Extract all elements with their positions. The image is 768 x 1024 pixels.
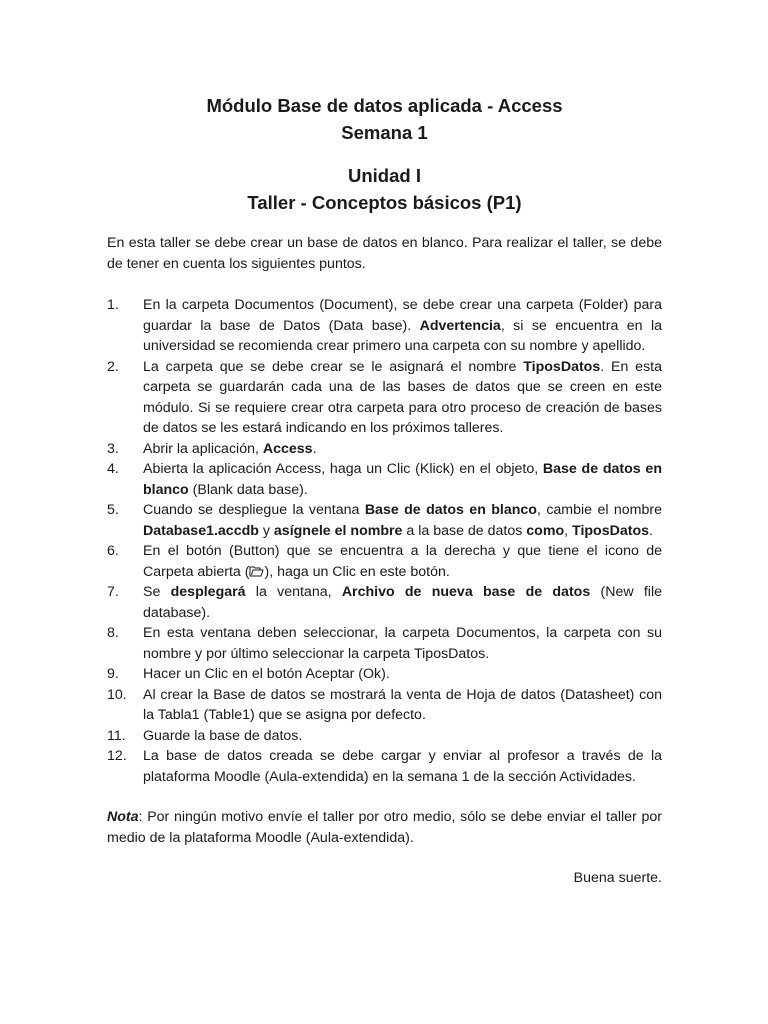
document-title	[107, 0, 662, 146]
list-item	[107, 685, 662, 726]
step-number: 1.	[107, 297, 119, 313]
step-text: Guarde la base de datos.	[143, 727, 303, 744]
step-text: Abrir la aplicación,	[143, 440, 263, 457]
step-text: .	[649, 522, 653, 539]
step-emphasis: Advertencia	[419, 317, 501, 334]
list-item	[107, 726, 662, 747]
note-text: : Por ningún motivo envíe el taller por otro medio, sólo se debe enviar el taller por medio de la plataforma Moodle (Aula-extendida).	[107, 809, 662, 846]
step-number: 2.	[107, 358, 119, 375]
step-number: 12.	[107, 748, 127, 764]
step-number: 11.	[107, 727, 126, 744]
step-text: y	[258, 522, 274, 539]
step-text: , si se encuentra en la universidad se recomienda crear primero una carpeta con su nombre y apellido.	[143, 317, 662, 354]
step-text: La carpeta que se debe crear se le asignará el nombre	[143, 358, 524, 375]
step-text: . En esta carpeta se guardarán cada una de las bases de datos que se creen en este módulo. Si se requiere crear otra carpeta para otro proceso de creación de bases de datos se les estará indicando en los próximos talleres.	[143, 358, 662, 436]
step-emphasis: asígnele el nombre	[273, 522, 403, 539]
list-item	[107, 459, 662, 500]
note-paragraph	[107, 807, 662, 848]
unit-heading: Unidad I	[348, 165, 421, 186]
step-number: 7.	[107, 584, 119, 600]
step-emphasis: TiposDatos	[572, 522, 650, 539]
step-text: (New file database).	[143, 584, 662, 621]
step-text: ), haga un Clic en este botón.	[264, 563, 450, 580]
step-emphasis: como	[526, 522, 565, 539]
step-text: Cuando se despliegue la ventana	[143, 502, 365, 518]
signoff-text: Buena suerte.	[573, 870, 662, 886]
step-text: En la carpeta Documentos (Document), se debe crear una carpeta (Folder) para guardar la base de Datos (Data base).	[143, 297, 662, 334]
step-text: ,	[564, 522, 573, 539]
step-emphasis: Database1.accdb	[143, 522, 259, 539]
list-item	[107, 500, 662, 541]
list-item	[107, 541, 662, 582]
step-text: a la base de datos	[402, 522, 527, 539]
workshop-heading: Taller - Conceptos básicos (P1)	[247, 192, 522, 213]
step-text: (Blank data base).	[188, 481, 308, 498]
unit-title	[107, 146, 662, 216]
step-emphasis: Archivo de nueva base de datos	[341, 584, 591, 600]
list-item	[107, 357, 662, 439]
step-number: 4.	[107, 461, 119, 477]
step-text: Al crear la Base de datos se mostrará la venta de Hoja de datos (Datasheet) con la Tabla1 (Table1) que se asigna por defecto.	[143, 686, 662, 723]
list-item	[107, 746, 662, 787]
step-number: 10.	[107, 686, 127, 703]
step-text: La base de datos creada se debe cargar y enviar al profesor a través de la plataforma Moodle (Aula-extendida) en la semana 1 de la sección Actividades.	[143, 748, 662, 785]
list-item	[107, 664, 662, 685]
step-text: En el botón (Button) que se encuentra a la derecha y que tiene el icono de Carpeta abierta (	[143, 543, 662, 580]
step-emphasis: Access	[262, 440, 313, 457]
step-emphasis: Base de datos en blanco	[364, 502, 537, 518]
steps-list	[107, 295, 662, 787]
step-text: Se	[143, 584, 171, 600]
note-label: Nota	[107, 809, 139, 825]
open-folder-icon	[249, 566, 264, 577]
module-title: Módulo Base de datos aplicada - Access	[206, 95, 563, 116]
step-text: .	[312, 440, 317, 457]
week-title: Semana 1	[341, 122, 428, 143]
list-item	[107, 582, 662, 623]
list-item	[107, 439, 662, 460]
step-text: , cambie el nombre	[536, 502, 662, 518]
step-emphasis: TiposDatos	[523, 358, 601, 375]
step-emphasis: desplegará	[170, 584, 246, 600]
step-text: la ventana,	[245, 584, 342, 600]
step-number: 9.	[107, 666, 119, 682]
list-item	[107, 295, 662, 357]
list-item	[107, 623, 662, 664]
step-text: En esta ventana deben seleccionar, la carpeta Documentos, la carpeta con su nombre y por último seleccionar la carpeta TiposDatos.	[143, 625, 662, 662]
step-emphasis: Base de datos en blanco	[143, 461, 662, 498]
step-number: 5.	[107, 502, 119, 518]
step-text: Abierta la aplicación Access, haga un Clic (Klick) en el objeto,	[143, 461, 543, 477]
step-number: 6.	[107, 543, 119, 559]
step-number: 3.	[107, 440, 119, 457]
step-number: 8.	[107, 625, 119, 641]
intro-paragraph: En esta taller se debe crear un base de datos en blanco. Para realizar el taller, se debe de tener en cuenta los siguientes puntos.	[107, 235, 662, 272]
step-text: Hacer un Clic en el botón Aceptar (Ok).	[143, 666, 390, 682]
